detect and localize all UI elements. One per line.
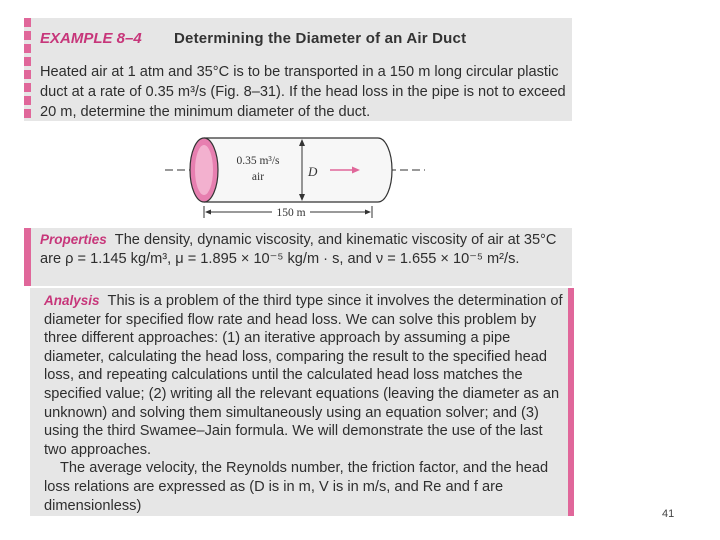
- example-label: EXAMPLE 8–4: [40, 30, 142, 47]
- length-arrowhead-left: [205, 210, 211, 215]
- duct-end-highlight: [195, 145, 213, 195]
- analysis-box: [30, 288, 574, 516]
- fluid-label: air: [251, 171, 265, 183]
- analysis-paragraph: [44, 292, 564, 515]
- duct-body: [204, 138, 392, 202]
- analysis-text-1: This is a problem of the third type since it involves the determination of diameter for specified flow rate and head loss. We can solve this problem by three different approaches: (1) an iterative approach by assuming a pipe diameter, calculating the head loss, comparing the result to the specified head loss, and repeating calculations until the calculated head loss matches the specified value; (2) writing all the relevant equations (leaving the diameter as an unknown) and solving them simultaneously using an equation solver; and (3) using the third Swamee–Jain formula. We will demonstrate the use of the last two approaches.: [44, 293, 563, 458]
- properties-heading: Properties: [40, 232, 107, 247]
- example-text: Heated air at 1 atm and 35°C is to be transported in a 150 m long circular plastic duct at a rate of 0.35 m³/s (Fig. 8–31). If the head loss in the pipe is not to exceed 20 m, determine the minimum diameter of the duct.: [40, 64, 566, 120]
- analysis-accent-bar: [568, 288, 574, 516]
- analysis-text-2: The average velocity, the Reynolds number, the friction factor, and the head loss relations are expressed as (D is in m, V is in m/s, and Re and f are dimensionless): [44, 460, 549, 514]
- duct-figure: [160, 128, 430, 224]
- properties-text: The density, dynamic viscosity, and kinematic viscosity of air at 35°C are ρ = 1.145 kg/m³, μ = 1.895 × 10⁻⁵ kg/m · s, and ν = 1.655 × 10⁻⁵ m²/s.: [40, 232, 557, 267]
- example-box: [24, 18, 572, 121]
- analysis-heading: Analysis: [44, 293, 100, 308]
- length-label: 150 m: [276, 207, 306, 219]
- properties-accent-bar: [24, 228, 31, 286]
- duct-diagram: [160, 128, 430, 224]
- page-number: 41: [662, 508, 675, 520]
- flow-rate-label: 0.35 m³/s: [236, 155, 280, 167]
- example-accent-bar: [24, 18, 31, 121]
- diameter-label: D: [308, 164, 318, 179]
- example-title: Determining the Diameter of an Air Duct: [174, 30, 467, 47]
- properties-box: [24, 228, 572, 286]
- properties-paragraph: [40, 230, 568, 269]
- length-arrowhead-right: [365, 210, 371, 215]
